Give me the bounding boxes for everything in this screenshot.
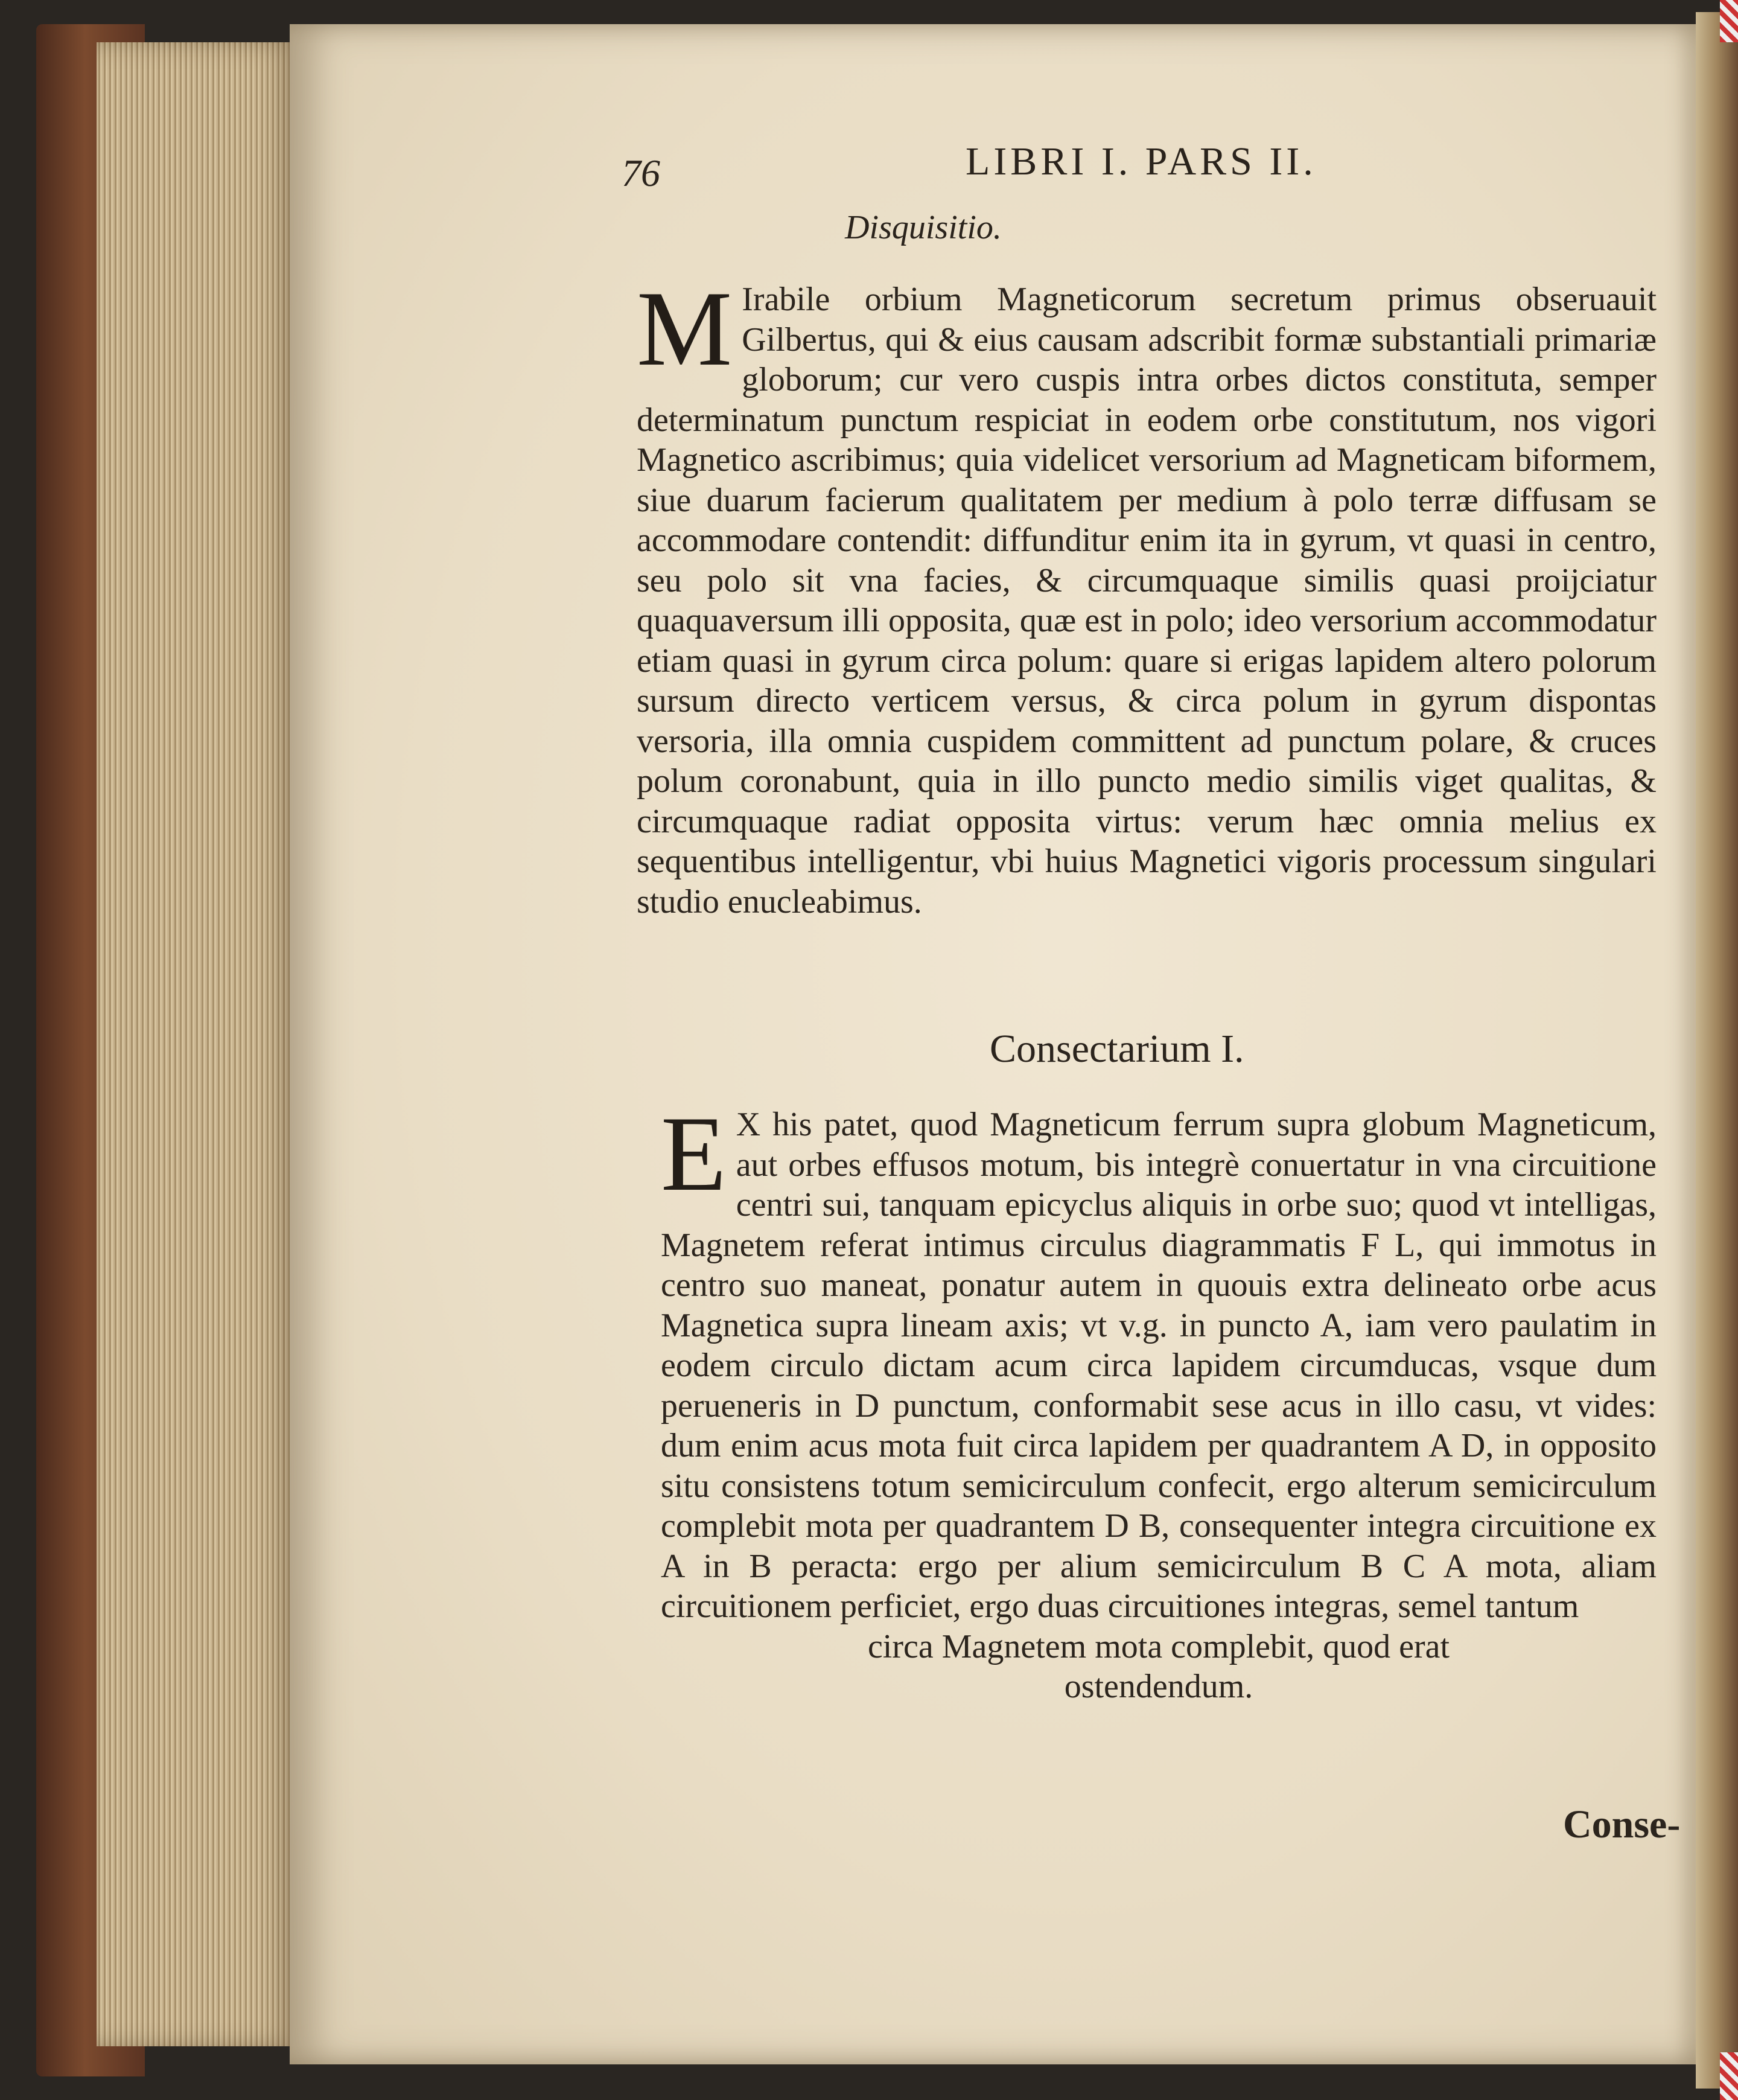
paragraph-tail-line: circa Magnetem mota complebit, quod erat [867,1627,1450,1665]
section-title: Disquisitio. [845,209,1002,246]
running-head: LIBRI I. PARS II. [966,139,1317,184]
drop-cap: M [637,269,733,388]
paragraph-text: X his patet, quod Magneticum ferrum supra globum Magneticum, aut orbes effusos motum, bis integrè conuertatur in vna circuitione centri sui, tanquam epicyclus aliquis in orbe suo; quod vt intelligas, Magnetem referat intimus circulus diagrammatis F L, qui immotus in centro suo maneat, ponatur autem in quouis extra delineato orbe acus Magnetica supra lineam axis; vt v.g. in puncto A, iam vero paulatim in eodem circulo dictam acum circa lapidem circumducas, vsque dum perueneris in D punctum, conformabit sese acus in illo casu, vt vides: dum enim acus mota fuit circa lapidem per quadrantem A D, in opposito situ consistens totum semicirculum confecit, ergo alterum semicirculum complebit mota per quadrantem D B, consequenter integra circuitione ex A in B peracta: ergo per alium semicirculum B C A mota, aliam circuitionem perficiet, ergo duas circuitiones integras, semel tantum [661,1106,1657,1625]
catchword: Conse- [1563,1802,1681,1846]
consectarium-heading: Consectarium I. [990,1027,1244,1071]
paragraph-text: Irabile orbium Magneticorum secretum primus obseruauit Gilbertus, qui & eius causam adscribit formæ substantiali primariæ globorum; cur vero cuspis intra orbes dictos constituta, semper determinatum punctum respiciat in eodem orbe constitutum, nos vigori Magnetico ascribimus; quia videlicet versorium ad Magneticam biformem, siue duarum facierum qualitatem per medium à polo terræ diffusam se accommodare contendit: diffunditur enim ita in gyrum, vt quasi in centro, seu polo sit vna facies, & circumquaque similis quasi proijciatur quaquaversum illi opposita, quæ est in polo; ideo versorium accommodatur etiam quasi in gyrum circa polum: quare si erigas lapidem altero polorum sursum directo verticem versus, & circa polum in gyrum dispontas versoria, illa omnia cuspidem committent ad punctum polare, & cruces polum coronabunt, quia in illo puncto medio similis viget qualitas, & circumquaque radiat opposita virtus: verum hæc omnia melius ex sequentibus intelligentur, vbi huius Magnetici vigoris processum singulari studio enucleabimus. [637,281,1657,921]
right-page-edge [1696,12,1738,2089]
paragraph-disquisitio [637,269,1657,922]
page-number: 76 [622,152,660,194]
bookmark-ribbon-top [1720,0,1738,42]
paragraph-tail-line: ostendendum. [1064,1668,1253,1705]
bookmark-ribbon-bottom [1720,2052,1738,2100]
page-header [622,133,1479,193]
page-edges [97,42,302,2046]
drop-cap: E [661,1094,727,1213]
paragraph-consectarium [661,1094,1657,1707]
